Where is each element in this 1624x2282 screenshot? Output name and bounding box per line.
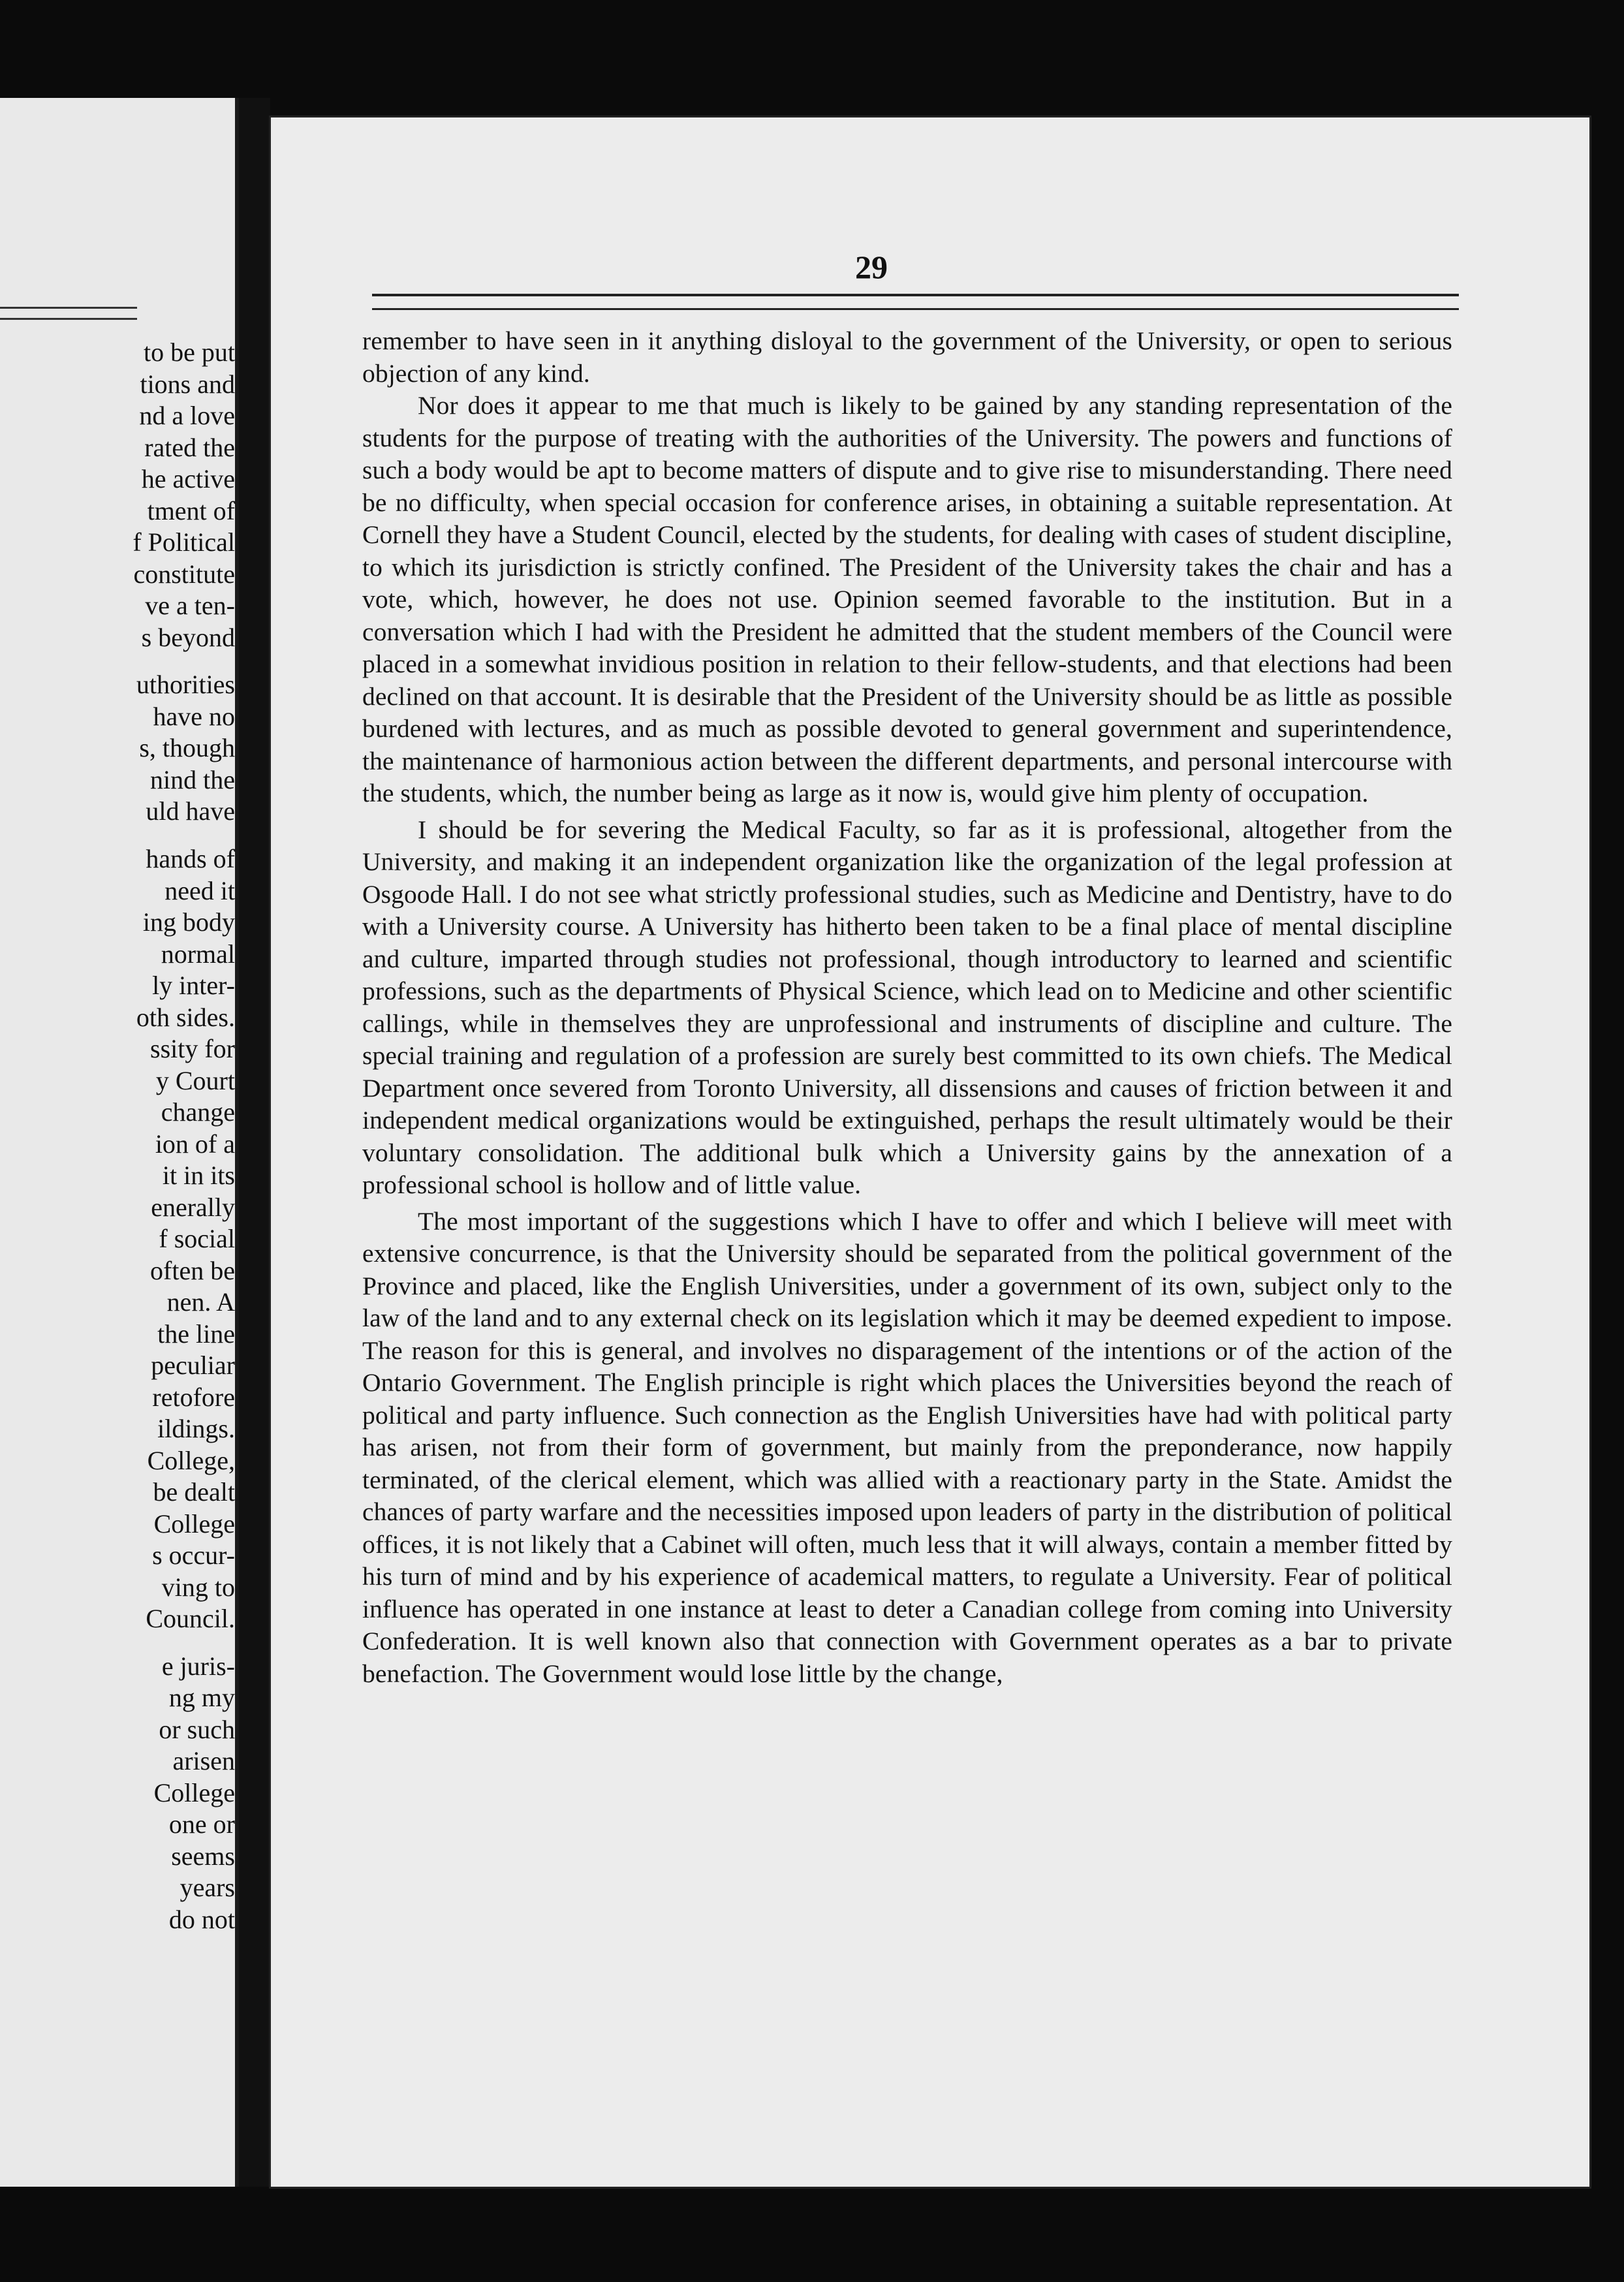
facing-page-line: s beyond xyxy=(141,622,235,652)
facing-page-line: ion of a xyxy=(155,1129,235,1159)
facing-page-line: ildings. xyxy=(157,1414,235,1443)
facing-page-line: ing body xyxy=(142,907,235,937)
facing-page-line: the line xyxy=(157,1319,235,1349)
facing-page-line: need it xyxy=(164,875,235,905)
facing-page-line: or such xyxy=(159,1714,235,1744)
facing-page-line: nind the xyxy=(150,764,235,794)
facing-page-line: retofore xyxy=(152,1382,235,1412)
facing-page-line: s occur- xyxy=(152,1540,235,1570)
facing-page-line: seems xyxy=(171,1841,235,1871)
facing-page-line: College xyxy=(153,1508,235,1539)
facing-page-line: uld have xyxy=(146,796,235,826)
facing-page-line: ve a ten- xyxy=(145,591,235,620)
facing-page-line: he active xyxy=(141,464,235,493)
facing-page-line: ssity for xyxy=(150,1034,235,1063)
facing-page-line: e juris- xyxy=(161,1651,235,1681)
facing-page-line: arisen xyxy=(172,1746,235,1776)
page-body-text xyxy=(362,325,1452,1690)
facing-page-line: ng my xyxy=(168,1683,235,1713)
facing-page-line: often be xyxy=(150,1255,235,1285)
facing-page-line: do not xyxy=(168,1904,235,1934)
page-number: 29 xyxy=(855,249,888,285)
book-page xyxy=(271,117,1589,2187)
facing-page-line: to be put xyxy=(144,337,235,367)
facing-page-line: normal xyxy=(161,939,235,969)
facing-page-line: enerally xyxy=(151,1192,235,1222)
facing-page-line: College, xyxy=(147,1445,235,1475)
facing-page-line: nen. A xyxy=(166,1287,235,1317)
facing-page-line: f social xyxy=(159,1224,235,1253)
facing-page-line: one or xyxy=(168,1809,235,1839)
facing-page-line: it in its xyxy=(162,1161,235,1190)
paragraph: The most important of the suggestions which I have to offer and which I believe will meet with extensive concurrence, is that the University should be separated from the political government of the Province and placed, like the English Universities, under a government of its own, subject only to the law of the land and to any external check on its legislation which it may be deemed expedient to impose. The reason for this is general, and involves no disparagement of the intentions or of the action of the Ontario Government. The English principle is right which places the Universities beyond the reach of political and party influence. Such connection as the English Universities have had with political party has arisen, not from their form of government, but mainly from the preponderance, now happily terminated, of the clerical element, which was allied with a reactionary party in the State. Amidst the chances of party warfare and the necessities imposed upon leaders of party in the distribution of political offices, it is not likely that a Cabinet will often, much less that it will always, contain a member fitted by his turn of mind and by his experience of academical matters, to regulate a University. Fear of political influence has operated in one instance at least to deter a Canadian college from coming into University Confederation. It is well known also that connection with Government operates as a bar to private benefaction. The Government would lose little by the change, xyxy=(362,1206,1452,1688)
facing-page-line: rated the xyxy=(144,432,235,462)
facing-page-line: change xyxy=(161,1097,235,1127)
facing-page-line: tions and xyxy=(140,369,235,399)
facing-page-line: s, though xyxy=(139,733,235,763)
book-gutter xyxy=(239,98,270,2187)
facing-page-line: Council. xyxy=(146,1604,235,1633)
facing-page-line: nd a love xyxy=(139,401,235,430)
facing-page-line: ly inter- xyxy=(152,971,235,1000)
facing-page-line: be dealt xyxy=(153,1477,235,1507)
facing-page-line: hands of xyxy=(146,844,235,873)
paragraph: Nor does it appear to me that much is likely to be gained by any standing representation of the students for the purpose of treating with the authorities of the University. The powers and functions of such a body would be apt to become matters of dispute and to give rise to misunderstanding. There need be no difficulty, when special occasion for conference arises, in obtaining a suitable representation. At Cornell they have a Student Council, elected by the students, for dealing with cases of student discipline, to which its jurisdiction is strictly confined. The President of the University takes the chair and has a vote, which, however, he does not use. Opinion seemed favorable to the institution. But in a conversation which I had with the President he admitted that the student members of the Council were placed in a somewhat invidious position in relation to their fellow-students, and that elections had been declined on that account. It is desirable that the President of the University should be as little as possible burdened with lectures, and as much as possible devoted to general government and superintendence, the maintenance of harmonious action between the different departments, and personal intercourse with the students, which, the number being as large as it now is, would give him plenty of occupation. xyxy=(362,391,1452,807)
paragraph: remember to have seen in it anything disloyal to the government of the University, or open to serious objection of any kind. xyxy=(362,326,1452,388)
facing-page-line: y Court xyxy=(155,1065,235,1095)
paragraph: I should be for severing the Medical Faculty, so far as it is professional, altogether from the University, and making it an independent organization like the organization of the legal profession at Osgoode Hall. I do not see what strictly professional studies, such as Medicine and Dentistry, have to do with a University course. A University has hitherto been taken to be a final place of mental discipline and culture, imparted through studies not professional, though introductory to learned and scientific professions, such as the departments of Physical Science, which lead on to Medicine and other scientific callings, while in themselves they are unprofessional and instruments of discipline and culture. The special training and regulation of a profession are surely best committed to its own chiefs. The Medical Department once severed from Toronto University, all dissensions and causes of friction between it and independent medical organizations would be extinguished, perhaps the result ultimately would be their voluntary consolidation. The additional bulk which a University gains by the annexation of a professional school is hollow and of little value. xyxy=(362,815,1452,1199)
facing-page-header-rule xyxy=(0,307,137,320)
facing-page-line: years xyxy=(180,1873,235,1903)
header-double-rule xyxy=(372,294,1459,310)
facing-page-line: tment of xyxy=(147,495,235,525)
facing-page-line: ving to xyxy=(161,1572,235,1602)
facing-page-line: oth sides. xyxy=(136,1002,235,1032)
facing-page-line: uthorities xyxy=(136,670,235,700)
facing-page-line: f Political xyxy=(133,527,235,557)
facing-page-line: College xyxy=(153,1777,235,1807)
facing-page-line: constitute xyxy=(133,559,235,589)
facing-page-line: peculiar xyxy=(151,1351,235,1380)
facing-page-line: have no xyxy=(153,701,235,731)
facing-page-fragment xyxy=(0,98,239,2187)
